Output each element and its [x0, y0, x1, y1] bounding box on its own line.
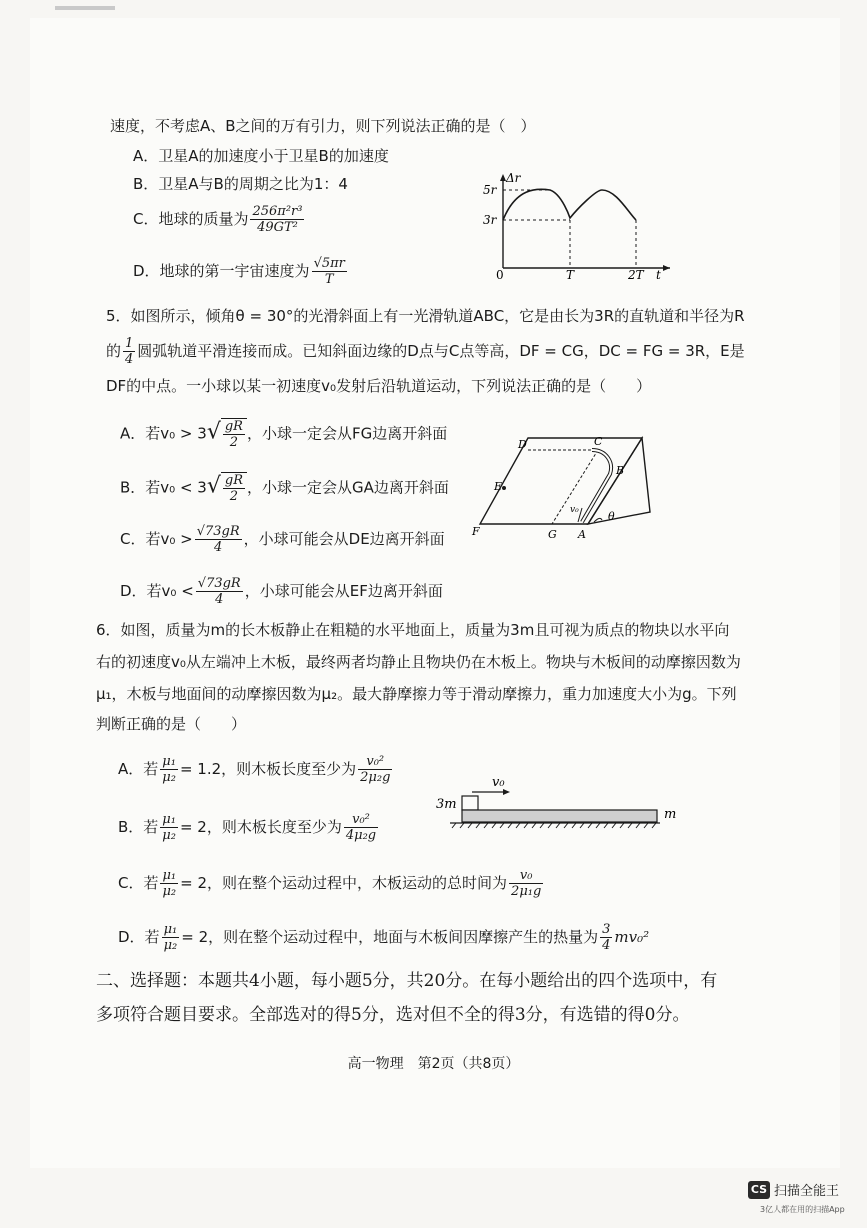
- board-figure: [432, 770, 682, 830]
- fraction-numerator: √73gR: [197, 576, 241, 591]
- label-a: A: [578, 528, 586, 541]
- incline-figure: [470, 432, 660, 544]
- q5-stem-line-3: DF的中点。一小球以某一初速度v₀发射后沿轨道运动，下列说法正确的是（ ）: [106, 377, 652, 395]
- fraction-denominator: 2: [229, 435, 239, 450]
- fraction-denominator: μ₂: [162, 884, 177, 899]
- label-theta: θ: [608, 510, 615, 523]
- section-2-heading-line-1: 二、选择题：本题共4小题，每小题5分，共20分。在每小题给出的四个选项中，有: [96, 971, 718, 991]
- graph-y-label: Δr: [506, 171, 521, 185]
- fraction-numerator: √73gR: [196, 524, 240, 539]
- plank-m: [462, 810, 657, 822]
- q5-quarter-fraction: [123, 336, 135, 367]
- q6-stem-line-4: 判断正确的是（ ）: [96, 715, 247, 733]
- q4-option-c-fraction: [250, 204, 304, 235]
- fraction-denominator: 49GT²: [257, 220, 298, 235]
- q6-option-b: [118, 812, 380, 843]
- label-v0: v₀: [492, 775, 505, 790]
- scan-edge-mark: [55, 6, 115, 10]
- fraction-numerator: √5πr: [313, 256, 345, 271]
- scanner-watermark: [748, 1180, 839, 1199]
- q4-option-d-fraction: [312, 256, 347, 287]
- sqrt-symbol: √ $\frac{gR}{2}$: [207, 418, 247, 450]
- ground-hatching: [452, 823, 656, 828]
- q5-option-c: [120, 524, 445, 555]
- fraction-numerator: gR: [224, 419, 243, 434]
- q5-option-a-post: ，小球一定会从FG边离开斜面: [246, 424, 448, 443]
- q5-line2-pre: 的: [106, 342, 122, 360]
- ratio-fraction: [160, 868, 178, 899]
- fraction-denominator: 2: [229, 489, 239, 504]
- label-v0: v₀: [570, 505, 579, 515]
- q6-stem-line-1: 6．如图，质量为m的长木板静止在粗糙的水平地面上，质量为3m且可视为质点的物块以水平向: [96, 621, 730, 639]
- label-f: F: [472, 525, 480, 538]
- scanner-logo-icon: CS: [748, 1181, 770, 1199]
- q6-option-d-post: mv₀²: [614, 928, 650, 946]
- time-fraction: [509, 868, 543, 899]
- fraction-numerator: 1: [125, 336, 134, 351]
- heat-fraction: [600, 922, 612, 953]
- fraction-numerator: μ₁: [163, 922, 178, 937]
- label-c: C: [594, 435, 603, 448]
- ratio-fraction: [160, 754, 178, 785]
- label-b: B: [616, 464, 625, 477]
- q5-option-b-pre: B．若v₀ < 3: [120, 478, 207, 497]
- label-d: D: [518, 438, 527, 451]
- q4-option-c: [133, 204, 306, 235]
- fraction-numerator: μ₁: [162, 754, 176, 769]
- section-2-heading-line-2: 多项符合题目要求。全部选对的得5分，选对但不全的得3分，有选错的得0分。: [96, 1005, 690, 1025]
- q5-stem-line-2: [106, 336, 745, 367]
- q5-option-a-pre: A．若v₀ > 3: [120, 424, 207, 443]
- fraction-numerator: v₀²: [344, 812, 378, 828]
- label-g: G: [548, 528, 557, 541]
- q5-line2-post: 圆弧轨道平滑连接而成。已知斜面边缘的D点与C点等高，DF = CG，DC = FG = 3R，E是: [137, 342, 745, 360]
- q6-option-d: [118, 922, 649, 953]
- fraction-denominator: μ₂: [163, 938, 178, 953]
- q6-stem-line-3: μ₁，木板与地面间的动摩擦因数为μ₂。最大静摩擦力等于滑动摩擦力，重力加速度大小为g。下列: [96, 685, 737, 703]
- q6-option-b-mid: = 2，则木板长度至少为: [179, 818, 342, 836]
- q5-option-c-post: ，小球可能会从DE边离开斜面: [243, 530, 445, 548]
- fraction-denominator: 4: [214, 540, 223, 555]
- graph-tick-3r: 3r: [483, 213, 497, 227]
- point-e-dot: [502, 486, 506, 490]
- fraction-numerator: v₀²: [358, 754, 392, 770]
- q5-option-d-pre: D．若v₀ <: [120, 582, 194, 600]
- fraction-denominator: 4: [215, 592, 224, 607]
- graph-x-arrow: [663, 265, 670, 271]
- q6-option-c-pre: C．若: [118, 874, 159, 892]
- q4-option-b: B．卫星A与B的周期之比为1：4: [133, 175, 348, 193]
- ratio-fraction: [160, 812, 178, 843]
- q5-option-b: [120, 472, 449, 504]
- q5-stem-line-1: 5．如图所示，倾角θ = 30°的光滑斜面上有一光滑轨道ABC，它是由长为3R的直轨道和半径为R: [106, 307, 745, 325]
- fraction-numerator: gR: [224, 473, 243, 488]
- fraction-denominator: μ₂: [162, 770, 176, 785]
- graph-tick-0: 0: [496, 268, 504, 280]
- q6-option-c-mid: = 2，则在整个运动过程中，木板运动的总时间为: [180, 874, 508, 892]
- graph-curve: [503, 189, 636, 220]
- q5-option-d-fraction: [196, 576, 243, 607]
- fraction-denominator: T: [324, 272, 334, 287]
- label-e: E: [494, 480, 503, 493]
- fraction-numerator: μ₁: [162, 868, 177, 883]
- fraction-numerator: 3: [602, 922, 611, 937]
- q6-option-d-pre: D．若: [118, 928, 160, 946]
- label-m: m: [664, 807, 677, 822]
- q6-stem-line-2: 右的初速度v₀从左端冲上木板，最终两者均静止且物块仍在木板上。物块与木板间的动摩擦因数为: [96, 653, 741, 671]
- graph-tick-t: T: [566, 268, 575, 280]
- fraction-numerator: v₀: [509, 868, 543, 884]
- scanner-tagline: 3亿人都在用的扫描App: [760, 1205, 845, 1214]
- incline-top-face: [480, 438, 642, 524]
- fraction-denominator: 2μ₁g: [511, 884, 542, 899]
- q5-option-d-post: ，小球可能会从EF边离开斜面: [244, 582, 443, 600]
- q5-option-c-fraction: [195, 524, 242, 555]
- q5-option-d: [120, 576, 443, 607]
- q6-option-b-pre: B．若: [118, 818, 159, 836]
- q5-option-c-pre: C．若v₀ >: [120, 530, 193, 548]
- fraction-denominator: 4: [125, 352, 134, 367]
- graph-tick-2t: 2T: [628, 268, 644, 280]
- graph-x-label: t: [656, 268, 661, 280]
- fraction-numerator: 256π²r³: [252, 204, 303, 219]
- q6-option-a-pre: A．若: [118, 760, 159, 778]
- q6-option-d-mid: = 2，则在整个运动过程中，地面与木板间因摩擦产生的热量为: [181, 928, 599, 946]
- q6-option-a: [118, 754, 394, 785]
- fraction-denominator: 4μ₂g: [345, 828, 377, 843]
- q4-intro: 速度，不考虑A、B之间的万有引力，则下列说法正确的是（ ）: [110, 117, 536, 135]
- label-3m: 3m: [436, 797, 457, 812]
- q4-option-c-text: C．地球的质量为: [133, 210, 249, 228]
- ratio-fraction: [162, 922, 180, 953]
- q4-option-d-text: D．地球的第一宇宙速度为: [133, 262, 310, 280]
- scanner-app-name: 扫描全能王: [774, 1184, 840, 1199]
- q5-option-a: [120, 418, 447, 450]
- block-3m: [462, 796, 478, 810]
- q4-option-d: [133, 256, 349, 287]
- fraction-denominator: 2μ₂g: [360, 770, 391, 785]
- fraction-denominator: 4: [602, 938, 611, 953]
- q6-option-c: [118, 868, 545, 899]
- length-fraction: [358, 754, 392, 785]
- distance-graph: [478, 168, 678, 280]
- page-footer: 高一物理 第2页（共8页）: [347, 1056, 520, 1072]
- q4-option-a: A．卫星A的加速度小于卫星B的加速度: [133, 147, 389, 165]
- sqrt-symbol: √ $\frac{gR}{2}$: [207, 472, 247, 504]
- fraction-denominator: μ₂: [162, 828, 176, 843]
- fraction-numerator: μ₁: [162, 812, 176, 827]
- q6-option-a-mid: = 1.2，则木板长度至少为: [179, 760, 357, 778]
- q5-option-b-post: ，小球一定会从GA边离开斜面: [247, 478, 449, 497]
- graph-tick-5r: 5r: [483, 183, 497, 197]
- length-fraction: [344, 812, 378, 843]
